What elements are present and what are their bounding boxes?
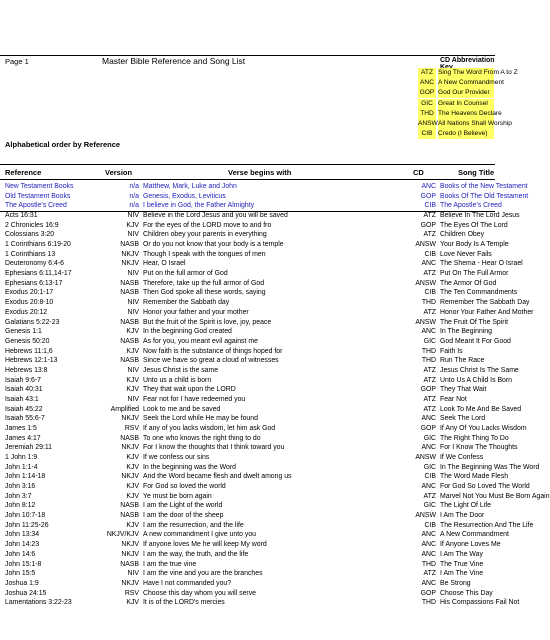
song-title-cell: His Compassions Fail Not <box>440 599 520 607</box>
verse-cell: Choose this day whom you will serve <box>143 589 256 597</box>
song-title-cell: The Fruit Of The Spirit <box>440 318 509 326</box>
table-row <box>0 434 509 444</box>
song-title-cell: For I Know The Thoughts <box>440 444 518 452</box>
table-row <box>0 550 495 560</box>
cd-cell: GIC <box>423 463 436 471</box>
cd-cell: ANSW <box>415 512 436 520</box>
table-row <box>0 589 495 599</box>
key-code: THD <box>418 109 436 119</box>
song-title-cell: Your Body Is A Temple <box>440 241 509 249</box>
song-title-cell: Put On The Full Armor <box>440 270 509 278</box>
table-row <box>0 560 495 570</box>
cd-cell: ANC <box>421 579 436 587</box>
cd-cell: GIC <box>423 502 436 510</box>
key-code: GOP <box>419 89 435 97</box>
cd-cell: ATZ <box>423 395 436 403</box>
reference-cell: 1 Corinthians 6:19-20 <box>5 241 71 249</box>
reference-cell: Ephesians 6:11,14-17 <box>5 270 72 278</box>
cd-cell: ATZ <box>423 366 436 374</box>
key-title: CD Abbreviation <box>440 57 495 64</box>
key-song-name: The Heavens Declare <box>438 109 502 117</box>
reference-cell: Genesis 50:20 <box>5 337 50 345</box>
key-code: ANSW <box>418 120 438 127</box>
verse-cell: It is of the LORD's mercies <box>143 599 225 607</box>
cd-cell: ANC <box>421 328 436 336</box>
key-entry <box>418 109 502 119</box>
table-row <box>0 192 529 202</box>
reference-cell: Hebrews 12:1-13 <box>5 357 58 365</box>
cd-cell: ATZ <box>423 231 436 239</box>
version-cell: KJV <box>126 221 139 229</box>
version-cell: NIV <box>127 570 139 578</box>
song-title-cell: Run The Race <box>440 357 485 365</box>
key-code: GIC <box>418 99 436 109</box>
reference-cell: Exodus 20:1-17 <box>5 289 54 297</box>
version-cell: NKJV <box>121 250 139 258</box>
key-entry <box>418 68 518 78</box>
reference-cell: John 8:12 <box>5 502 36 510</box>
table-row <box>0 221 508 231</box>
table-row <box>0 385 495 395</box>
reference-cell: Old Testament Books <box>5 192 71 200</box>
reference-cell: Exodus 20:8-10 <box>5 299 54 307</box>
reference-cell: Hebrews 13:8 <box>5 366 48 374</box>
version-cell: NASB <box>120 434 139 442</box>
version-cell: NASB <box>120 337 139 345</box>
song-title-cell: The True Vine <box>440 560 484 568</box>
version-cell: NIV <box>127 308 139 316</box>
cd-cell: ANSW <box>415 318 436 326</box>
verse-cell: Genesis, Exodus, Leviticus <box>143 192 226 200</box>
version-cell: NKJV/KJV <box>106 531 139 539</box>
reference-cell: New Testament Books <box>5 183 74 190</box>
reference-cell: Isaiah 55:6-7 <box>5 415 45 423</box>
version-cell: NASB <box>120 289 139 297</box>
key-song-name: Sing The Word From A to Z <box>438 69 518 76</box>
table-row <box>0 318 509 328</box>
table-row <box>0 308 534 318</box>
version-cell: KJV <box>126 483 139 491</box>
song-title-cell: Be Strong <box>440 579 471 587</box>
table-row <box>0 259 523 269</box>
cd-cell: ANC <box>421 531 436 539</box>
cd-cell: CIB <box>424 202 436 210</box>
verse-cell: To one who knows the right thing to do <box>143 434 261 442</box>
song-title-cell: Seek The Lord <box>440 415 486 423</box>
version-cell: Amplified <box>110 405 139 413</box>
reference-cell: Genesis 1:1 <box>5 328 42 336</box>
song-title-cell: The Light Of Life <box>440 502 491 510</box>
table-row <box>0 405 522 415</box>
song-title-cell: The Resurrection And The Life <box>440 521 534 529</box>
key-song-name: God Our Provider <box>438 88 494 98</box>
reference-cell: Isaiah 9:6-7 <box>5 376 42 384</box>
verse-cell: Then God spoke all these words, saying <box>143 289 266 297</box>
column-header-song: Song Title <box>458 168 495 177</box>
table-row <box>0 569 495 579</box>
verse-cell: Matthew, Mark, Luke and John <box>143 183 237 190</box>
table-row <box>0 501 495 511</box>
table-row <box>0 482 530 492</box>
table-row <box>0 240 509 250</box>
version-cell: KJV <box>126 599 139 607</box>
reference-cell: John 11:25-26 <box>5 521 49 529</box>
verse-cell: Jesus Christ is the same <box>143 366 219 374</box>
song-title-cell: If Any Of You Lacks Wisdom <box>440 425 527 432</box>
key-entry <box>418 88 494 98</box>
verse-cell: Children obey your parents in everything <box>143 231 267 239</box>
song-title-cell: Books of the New Testament <box>440 183 528 190</box>
verse-cell: Or do you not know that your body is a temple <box>143 241 284 249</box>
song-title-cell: God Meant It For Good <box>440 337 511 345</box>
table-row <box>0 598 520 608</box>
reference-cell: Ephesians 6:13-17 <box>5 279 63 287</box>
version-cell: NKJV <box>121 579 139 587</box>
reference-cell: Acts 16:31 <box>5 212 38 220</box>
cd-cell: ANSW <box>415 454 436 462</box>
key-entry <box>418 129 494 139</box>
version-cell: NKJV <box>121 260 139 268</box>
table-row <box>0 298 530 308</box>
reference-cell: Joshua 24:15 <box>5 589 47 597</box>
cd-cell: THD <box>421 599 436 607</box>
verse-cell: A new commandment I give unto you <box>143 531 256 539</box>
reference-cell: The Apostle's Creed <box>5 202 67 210</box>
verse-cell: For God so loved the world <box>143 483 226 491</box>
table-row <box>0 327 495 337</box>
song-title-cell: Fear Not <box>440 395 467 403</box>
column-header-reference: Reference <box>5 168 42 177</box>
song-title-cell: They That Wait <box>440 386 487 394</box>
song-title-cell: If Anyone Loves Me <box>440 541 501 549</box>
song-title-cell: I Am The Way <box>440 550 483 558</box>
cd-cell: ANC <box>421 444 436 452</box>
verse-cell: I am the Light of the world <box>143 502 223 510</box>
verse-cell: Put on the full armor of God <box>143 270 228 278</box>
table-row <box>0 288 518 298</box>
cd-cell: CIB <box>424 473 436 481</box>
reference-cell: John 1:1-4 <box>5 463 38 471</box>
song-title-cell: The Word Made Flesh <box>440 473 509 481</box>
verse-cell: Look to me and be saved <box>143 405 221 413</box>
table-row <box>0 366 519 376</box>
version-cell: n/a <box>129 183 139 190</box>
column-header-verse: Verse begins with <box>228 168 292 177</box>
song-title-cell: Books Of The Old Testament <box>440 192 529 200</box>
verse-cell: Hear, O Israel <box>143 260 186 268</box>
table-row <box>0 376 513 386</box>
table-row <box>0 521 534 531</box>
reference-cell: John 15:1-8 <box>5 560 42 568</box>
cd-cell: ANC <box>421 183 436 190</box>
key-code: ATZ <box>418 68 436 78</box>
table-row <box>0 492 550 502</box>
verse-cell: Seek the Lord while He may be found <box>143 415 258 423</box>
table-row <box>0 414 495 424</box>
reference-cell: John 14:6 <box>5 550 36 558</box>
song-title-cell: Unto Us A Child Is Born <box>440 376 513 384</box>
table-row <box>0 511 495 521</box>
cd-cell: ATZ <box>423 492 436 500</box>
cd-cell: ANC <box>421 550 436 558</box>
version-cell: n/a <box>129 202 139 210</box>
top-rule <box>0 55 495 56</box>
column-header-cd: CD <box>413 168 424 177</box>
version-cell: NIV <box>127 231 139 239</box>
song-title-cell: Honor Your Father And Mother <box>440 308 534 316</box>
song-title-cell: I Am The Door <box>440 512 485 520</box>
reference-cell: Isaiah 40:31 <box>5 386 43 394</box>
key-code: CIB <box>418 129 436 139</box>
key-song-name: A New Commandment <box>438 79 504 87</box>
verse-cell: Unto us a child is born <box>143 376 212 384</box>
table-row <box>0 540 501 550</box>
cd-cell: THD <box>421 357 436 365</box>
verse-cell: For I know the thoughts that I think toward you <box>143 444 285 452</box>
version-cell: NASB <box>120 241 139 249</box>
song-title-cell: Remember The Sabbath Day <box>440 299 530 307</box>
song-title-cell: The Apostle's Creed <box>440 202 502 210</box>
column-header-version: Version <box>105 168 133 177</box>
cd-cell: ATZ <box>423 270 436 278</box>
cd-cell: ANC <box>421 415 436 423</box>
song-title-cell: Love Never Fails <box>440 250 492 258</box>
cd-cell: GOP <box>420 221 436 229</box>
verse-cell: Ye must be born again <box>143 492 212 500</box>
song-title-cell: Jesus Christ Is The Same <box>440 366 519 374</box>
verse-cell: And the Word became flesh and dwelt among us <box>143 473 292 481</box>
cd-cell: THD <box>421 299 436 307</box>
key-song-name: Great In Counsel <box>438 99 494 109</box>
version-cell: NASB <box>120 279 139 287</box>
table-row <box>0 530 509 540</box>
table-row <box>0 356 495 366</box>
song-title-cell: The Right Thing To Do <box>440 434 509 442</box>
verse-cell: I am the vine and you are the branches <box>143 570 263 578</box>
verse-cell: I believe in God, the Father Almighty <box>143 202 255 210</box>
version-cell: RSV <box>124 589 139 597</box>
cd-cell: ANSW <box>415 279 436 287</box>
version-cell: NASB <box>120 318 139 326</box>
table-row <box>0 279 495 289</box>
version-cell: KJV <box>126 454 139 462</box>
verse-cell: I am the true vine <box>143 560 197 568</box>
verse-cell: I am the resurrection, and the life <box>143 521 244 529</box>
verse-cell: Since we have so great a cloud of witnesses <box>143 357 279 365</box>
reference-cell: Joshua 1:9 <box>5 579 39 587</box>
key-entry <box>418 78 504 88</box>
song-title-cell: Choose This Day <box>440 589 493 597</box>
reference-cell: John 3:16 <box>5 483 36 491</box>
version-cell: KJV <box>126 521 139 529</box>
version-cell: NASB <box>120 512 139 520</box>
verse-cell: If we confess our sins <box>143 454 210 462</box>
reference-cell: Lamentations 3:22-23 <box>5 599 72 607</box>
song-title-cell: Marvel Not You Must Be Born Again <box>440 492 550 500</box>
version-cell: KJV <box>126 386 139 394</box>
reference-cell: John 10:7-18 <box>5 512 46 520</box>
cd-cell: GOP <box>420 192 436 200</box>
cd-cell: GOP <box>420 425 436 432</box>
song-title-cell: In The Beginning Was The Word <box>440 463 540 471</box>
table-row <box>0 579 495 589</box>
verse-cell: Therefore, take up the full armor of God <box>143 279 265 287</box>
reference-cell: 1 Corinthians 13 <box>5 250 56 258</box>
document-subtitle: Alphabetical order by Reference <box>5 140 121 149</box>
reference-cell: Isaiah 43:1 <box>5 395 39 403</box>
verse-cell: I am the door of the sheep <box>143 512 224 520</box>
song-title-cell: Look To Me And Be Saved <box>440 405 522 413</box>
cd-cell: ATZ <box>423 212 436 220</box>
verse-cell: Believe in the Lord Jesus and you will be saved <box>143 212 288 220</box>
cd-cell: ATZ <box>423 376 436 384</box>
reference-cell: Galatians 5:22-23 <box>5 318 60 326</box>
table-row <box>0 250 495 260</box>
cd-cell: ANC <box>421 483 436 491</box>
verse-cell: Now faith is the substance of things hoped for <box>143 347 283 355</box>
cd-cell: CIB <box>424 250 436 258</box>
version-cell: KJV <box>126 463 139 471</box>
song-title-cell: A New Commandment <box>440 531 509 539</box>
cd-cell: ANSW <box>415 241 436 249</box>
key-song-name: All Nations Shall Worship <box>438 120 512 127</box>
cd-cell: CIB <box>424 521 436 529</box>
version-cell: NKJV <box>121 444 139 452</box>
reference-cell: Jeremiah 29:11 <box>5 444 52 452</box>
version-cell: NKJV <box>121 473 139 481</box>
cd-cell: ATZ <box>423 405 436 413</box>
verse-cell: But the fruit of the Spirit is love, joy, peace <box>143 318 272 326</box>
song-title-cell: For God So Loved The World <box>440 483 530 491</box>
cd-cell: GIC <box>423 337 436 345</box>
header-bottom-rule <box>0 179 495 180</box>
version-cell: NKJV <box>121 550 139 558</box>
reference-cell: Hebrews 11:1,6 <box>5 347 53 355</box>
version-cell: NIV <box>127 270 139 278</box>
table-row <box>0 463 540 473</box>
cd-cell: GOP <box>420 386 436 394</box>
version-cell: KJV <box>126 376 139 384</box>
version-cell: NKJV <box>121 415 139 423</box>
version-cell: NASB <box>120 502 139 510</box>
cd-cell: GIC <box>423 434 436 442</box>
verse-cell: If anyone loves Me he will keep My word <box>143 541 267 549</box>
reference-cell: Deuteronomy 6:4-6 <box>5 260 64 268</box>
reference-cell: Isaiah 45:22 <box>5 405 43 413</box>
version-cell: n/a <box>129 192 139 200</box>
cd-cell: GOP <box>420 589 436 597</box>
song-title-cell: The Armor Of God <box>440 279 497 287</box>
key-entry <box>418 99 494 109</box>
table-row <box>0 424 527 434</box>
key-entry <box>418 119 512 129</box>
cd-cell: ANC <box>421 260 436 268</box>
song-title-cell: Believe In The Lord Jesus <box>440 212 520 220</box>
key-code: ANC <box>418 78 436 88</box>
song-title-cell: Faith Is <box>440 347 463 355</box>
table-row <box>0 337 511 347</box>
song-title-cell: The Ten Commandments <box>440 289 518 297</box>
verse-cell: Honor your father and your mother <box>143 308 249 316</box>
table-row <box>0 269 509 279</box>
reference-cell: James 1:5 <box>5 425 37 432</box>
song-title-cell: If We Confess <box>440 454 484 462</box>
reference-cell: 2 Chronicles 16:9 <box>5 221 59 229</box>
reference-cell: Colossians 3:20 <box>5 231 55 239</box>
version-cell: NASB <box>120 560 139 568</box>
table-row <box>0 453 495 463</box>
reference-cell: John 14:23 <box>5 541 40 549</box>
version-cell: NIV <box>127 299 139 307</box>
verse-cell: Remember the Sabbath day <box>143 299 230 307</box>
cd-cell: ATZ <box>423 308 436 316</box>
table-row <box>0 230 495 240</box>
version-cell: KJV <box>126 328 139 336</box>
document-title: Master Bible Reference and Song List <box>102 56 246 66</box>
song-title-cell: Children Obey <box>440 231 485 239</box>
version-cell: NIV <box>127 212 139 220</box>
verse-cell: I am the way, the truth, and the life <box>143 550 249 558</box>
reference-cell: James 4:17 <box>5 434 41 442</box>
cd-cell: ATZ <box>423 570 436 578</box>
verse-cell: They that wait upon the LORD <box>143 386 236 394</box>
key-song-name: Credo (I Believe) <box>438 129 494 139</box>
version-cell: NASB <box>120 357 139 365</box>
reference-cell: Exodus 20:12 <box>5 308 48 316</box>
verse-cell: For the eyes of the LORD move to and fro <box>143 221 272 229</box>
page-number: Page 1 <box>5 57 29 66</box>
verse-cell: Though I speak with the tongues of men <box>143 250 266 258</box>
cd-cell: THD <box>421 560 436 568</box>
version-cell: NIV <box>127 395 139 403</box>
version-cell: RSV <box>124 425 139 432</box>
version-cell: NKJV <box>121 541 139 549</box>
verse-cell: Have I not commanded you? <box>143 579 232 587</box>
cd-cell: THD <box>421 347 436 355</box>
table-row <box>0 211 520 221</box>
table-row <box>0 347 495 357</box>
table-row <box>0 182 528 192</box>
song-title-cell: The Shema - Hear O Israel <box>440 260 523 268</box>
table-row <box>0 443 518 453</box>
reference-cell: John 1:14-18 <box>5 473 46 481</box>
table-row <box>0 472 509 482</box>
reference-cell: 1 John 1:9 <box>5 454 38 462</box>
verse-cell: As for you, you meant evil against me <box>143 337 258 345</box>
verse-cell: In the beginning God created <box>143 328 232 336</box>
verse-cell: In the beginning was the Word <box>143 463 236 471</box>
reference-cell: John 15:5 <box>5 570 36 578</box>
reference-cell: John 13:34 <box>5 531 40 539</box>
verse-cell: Fear not for I have redeemed you <box>143 395 246 403</box>
verse-cell: If any of you lacks wisdom, let him ask God <box>143 425 276 432</box>
version-cell: NIV <box>127 366 139 374</box>
table-row <box>0 395 495 405</box>
cd-cell: ANC <box>421 541 436 549</box>
song-title-cell: I Am The Vine <box>440 570 484 578</box>
header-top-rule <box>0 164 495 165</box>
version-cell: KJV <box>126 492 139 500</box>
song-title-cell: In The Beginning <box>440 328 492 336</box>
cd-cell: CIB <box>424 289 436 297</box>
song-title-cell: The Eyes Of The Lord <box>440 221 508 229</box>
version-cell: KJV <box>126 347 139 355</box>
reference-cell: John 3:7 <box>5 492 32 500</box>
